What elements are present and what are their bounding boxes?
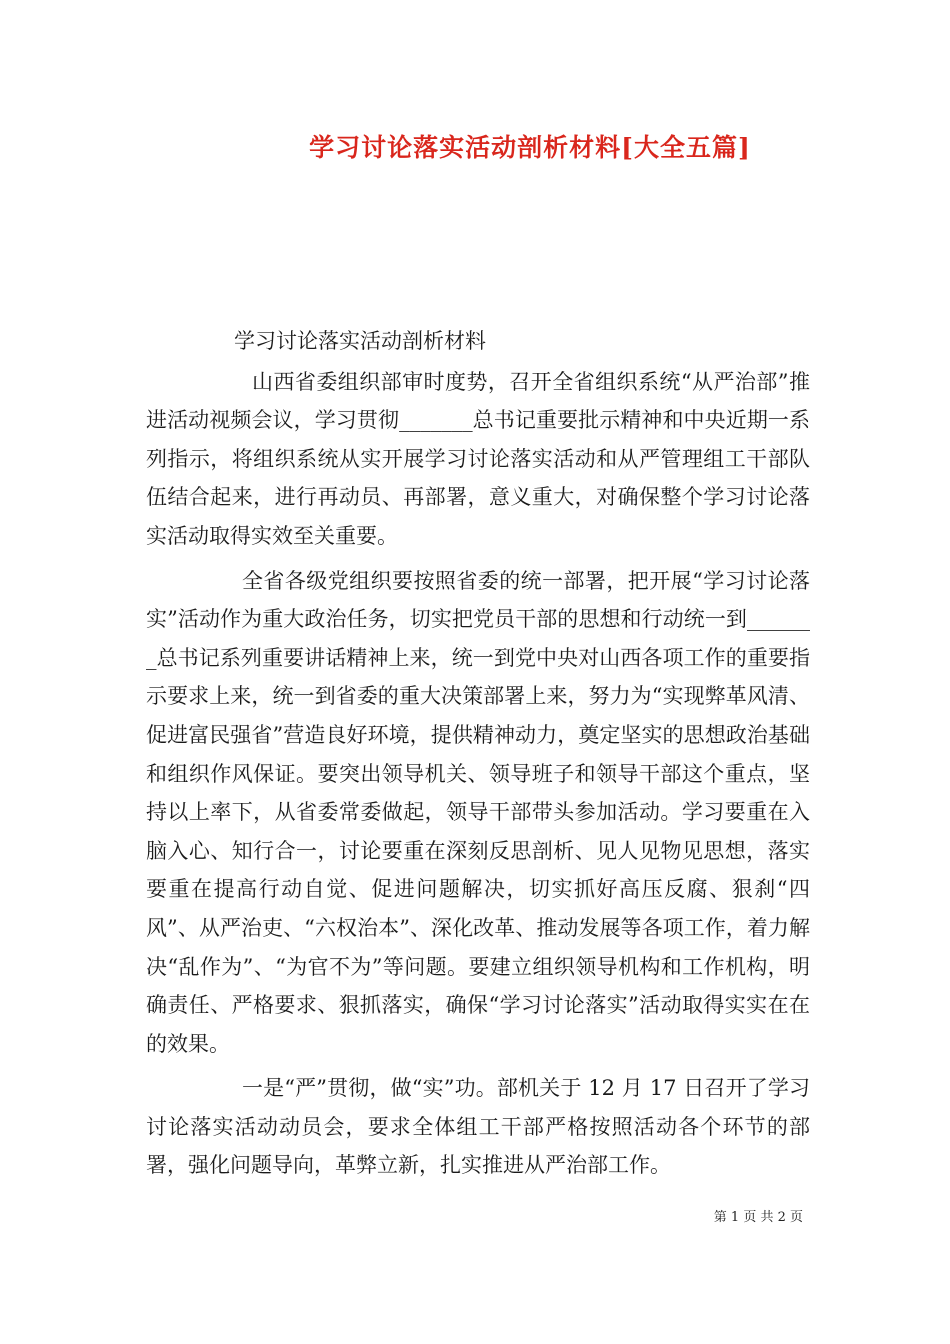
document-body: [146, 322, 810, 1185]
document-title: 学习讨论落实活动剖析材料[大全五篇]: [309, 133, 751, 162]
paragraph-2: 全省各级党组织要按照省委的统一部署，把开展“学习讨论落实”活动作为重大政治任务，切实把党员干部的思想和行动统一到_______总书记系列重要讲话精神上来，统一到党中央对山西各项工作的重要指示要求上来，统一到省委的重大决策部署上来，努力为“实现弊革风清、促进富民强省”营造良好环境，提供精神动力，奠定坚实的思想政治基础和组织作风保证。要突出领导机关、领导班子和领导干部这个重点，坚持以上率下，从省委常委做起，领导干部带头参加活动。学习要重在入脑入心、知行合一，讨论要重在深刻反思剖析、见人见物见思想，落实要重在提高行动自觉、促进问题解决，切实抓好高压反腐、狠刹“四风”、从严治吏、“六权治本”、深化改革、推动发展等各项工作，着力解决“乱作为”、“为官不为”等问题。要建立组织领导机构和工作机构，明确责任、严格要求、狠抓落实，确保“学习讨论落实”活动取得实实在在的效果。: [146, 568, 810, 1056]
paragraph-1: 山西省委组织部审时度势，召开全省组织系统“从严治部”推进活动视频会议，学习贯彻_______总书记重要批示精神和中央近期一系列指示，将组织系统从实开展学习讨论落实活动和从严管理组工干部队伍结合起来，进行再动员、再部署，意义重大，对确保整个学习讨论落实活动取得实效至关重要。: [146, 369, 810, 548]
paragraph-3: 一是“严”贯彻，做“实”功。部机关于 12 月 17 日召开了学习讨论落实活动动员会，要求全体组工干部严格按照活动各个环节的部署，强化问题导向，革弊立新，扎实推进从严治部工作。: [146, 1076, 810, 1178]
document-subtitle: 学习讨论落实活动剖析材料: [234, 329, 486, 353]
page-number: 第 1 页 共 2 页: [713, 1210, 803, 1225]
